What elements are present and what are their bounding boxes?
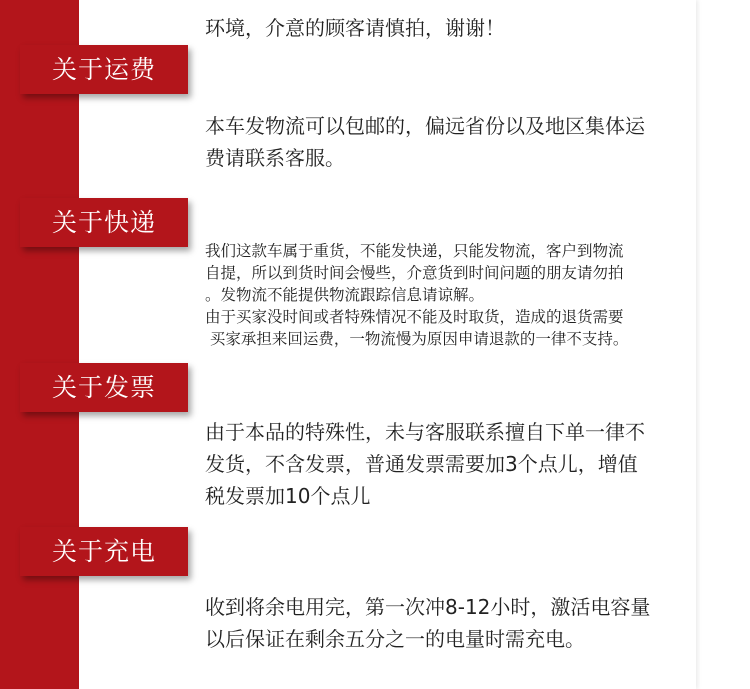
section-body-charging	[205, 591, 695, 655]
body-line: 我们这款车属于重货，不能发快递，只能发物流，客户到物流	[205, 242, 624, 260]
section-tab-shipping-fee: 关于运费	[20, 45, 188, 94]
section-tab-express: 关于快递	[20, 198, 188, 247]
section-body-invoice	[205, 416, 695, 512]
body-line: 税发票加10个点儿	[205, 484, 371, 508]
body-line: 自提，所以到货时间会慢些，介意货到时间问题的朋友请勿拍	[205, 264, 624, 282]
body-line: 本车发物流可以包邮的，偏远省份以及地区集体运	[205, 114, 645, 138]
top-partial-line: 环境，介意的顾客请慎拍，谢谢！	[205, 16, 505, 40]
section-body-shipping-fee	[205, 110, 695, 174]
body-line: 收到将余电用完，第一次冲8-12小时，激活电容量	[205, 595, 651, 619]
body-line: 由于本品的特殊性，未与客服联系擅自下单一律不	[205, 420, 645, 444]
body-line: 发货，不含发票，普通发票需要加3个点儿，增值	[205, 452, 638, 476]
section-body-express	[205, 240, 715, 350]
body-line: 由于买家没时间或者特殊情况不能及时取货，造成的退货需要	[205, 308, 624, 326]
top-partial-text	[205, 0, 695, 44]
body-line: 买家承担来回运费，一物流慢为原因申请退款的一律不支持。	[205, 330, 629, 348]
left-red-stripe	[0, 0, 79, 689]
section-tab-invoice: 关于发票	[20, 363, 188, 412]
body-line: 。发物流不能提供物流跟踪信息请谅解。	[205, 286, 485, 304]
body-line: 费请联系客服。	[205, 146, 345, 170]
body-line: 以后保证在剩余五分之一的电量时需充电。	[205, 627, 585, 651]
section-tab-charging: 关于充电	[20, 527, 188, 576]
top-partial-line-hidden	[205, 0, 695, 12]
